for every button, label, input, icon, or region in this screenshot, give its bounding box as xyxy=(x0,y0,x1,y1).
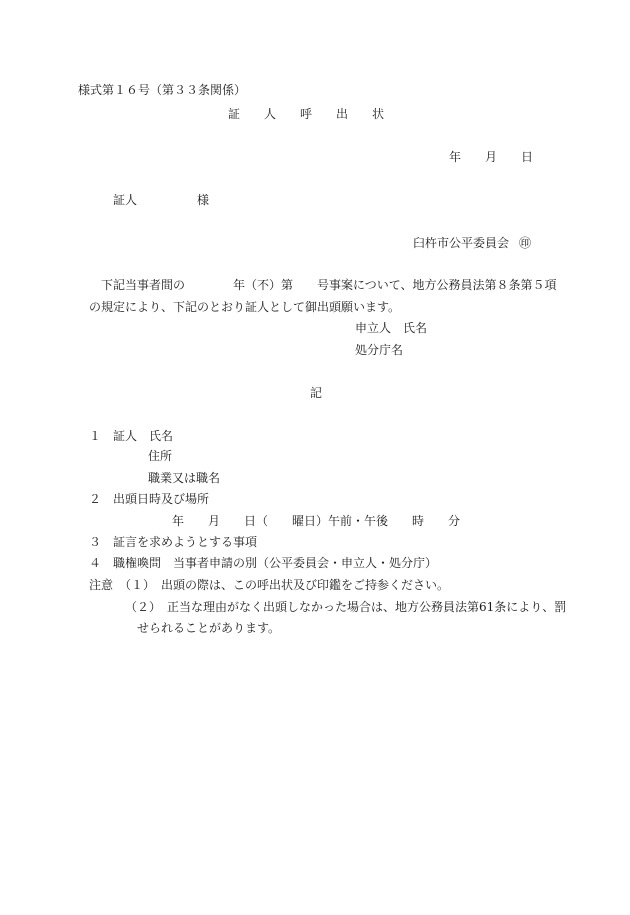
form-number: 様式第１６号（第３３条関係） xyxy=(78,83,247,97)
item-4-label: ４ 職権喚問 当事者申請の別（公平委員会・申立人・処分庁） xyxy=(89,556,438,570)
body-line-2: の規定により、下記のとおり証人として御出頭願います。 xyxy=(89,300,401,314)
item-1-occupation: 職業又は職名 xyxy=(148,471,221,485)
note-2-line-2: せられることがあります。 xyxy=(137,621,281,635)
item-2-datetime: 年 月 日（ 曜日）午前・午後 時 分 xyxy=(172,514,461,528)
date-line: 年 月 日 xyxy=(449,150,534,164)
item-1-label: １ 証人 氏名 xyxy=(89,429,174,443)
body-line-1: 下記当事者間の 年（不）第 号事案について、地方公務員法第８条第５項 xyxy=(101,278,557,292)
note-2-line-1: （２） 正当な理由がなく出頭しなかった場合は、地方公務員法第61条により、罰 xyxy=(125,600,567,614)
item-2-label: ２ 出頭日時及び場所 xyxy=(89,492,210,506)
note-1: 注意 （１） 出頭の際は、この呼出状及び印鑑をご持参ください。 xyxy=(89,578,450,592)
respondent-label: 処分庁名 xyxy=(355,343,404,357)
item-1-address: 住所 xyxy=(148,449,173,463)
applicant-label: 申立人 氏名 xyxy=(355,321,428,335)
seal-mark: ㊞ xyxy=(519,236,532,250)
ki-heading: 記 xyxy=(310,386,323,400)
issuer-name: 臼杵市公平委員会 xyxy=(413,236,510,250)
addressee: 証人 様 xyxy=(113,193,210,207)
document-title: 証 人 呼 出 状 xyxy=(228,107,385,121)
item-3-label: ３ 証言を求めようとする事項 xyxy=(89,535,258,549)
